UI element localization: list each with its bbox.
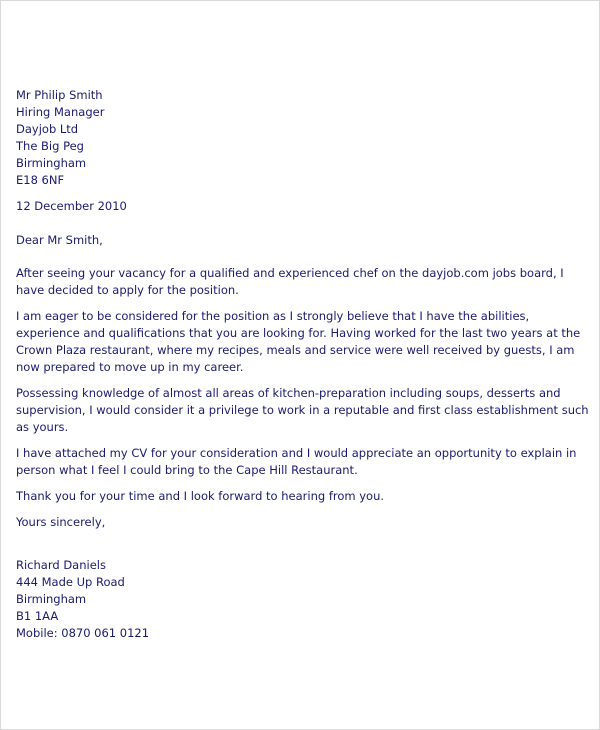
closing: Yours sincerely, [16,515,106,529]
recipient-company: Dayjob Ltd [16,122,79,136]
recipient-postcode: E18 6NF [16,173,65,187]
body-paragraph: Thank you for your time and I look forward to hearing from you. [16,489,385,503]
body-paragraph: Possessing knowledge of almost all areas of kitchen-preparation including soups, desserts and supervision, I would consider it a privilege to work in a reputable and first class establishment such as yours. [16,386,589,434]
recipient-street: The Big Peg [16,139,84,153]
sender-postcode: B1 1AA [16,609,59,623]
salutation: Dear Mr Smith, [16,233,103,247]
sender-mobile: Mobile: 0870 061 0121 [16,626,150,640]
sender-city: Birmingham [16,592,87,606]
letter-date: 12 December 2010 [16,199,127,213]
body-paragraph: After seeing your vacancy for a qualified and experienced chef on the dayjob.com jobs board, I have decided to apply for the position. [16,266,564,297]
body-paragraph: I am eager to be considered for the position as I strongly believe that I have the abilities, experience and qualifications that you are looking for. Having worked for the last two years at the Crown Plaza restaurant, where my recipes, meals and service were well received by guests, I am now prepared to move up in my career. [16,309,581,374]
recipient-title: Hiring Manager [16,105,105,119]
recipient-address [16,87,589,189]
recipient-city: Birmingham [16,156,87,170]
recipient-name: Mr Philip Smith [16,88,103,102]
sender-address [16,557,589,642]
sender-street: 444 Made Up Road [16,575,125,589]
body-paragraph: I have attached my CV for your consideration and I would appreciate an opportunity to explain in person what I feel I could bring to the Cape Hill Restaurant. [16,446,577,477]
sender-name: Richard Daniels [16,558,106,572]
